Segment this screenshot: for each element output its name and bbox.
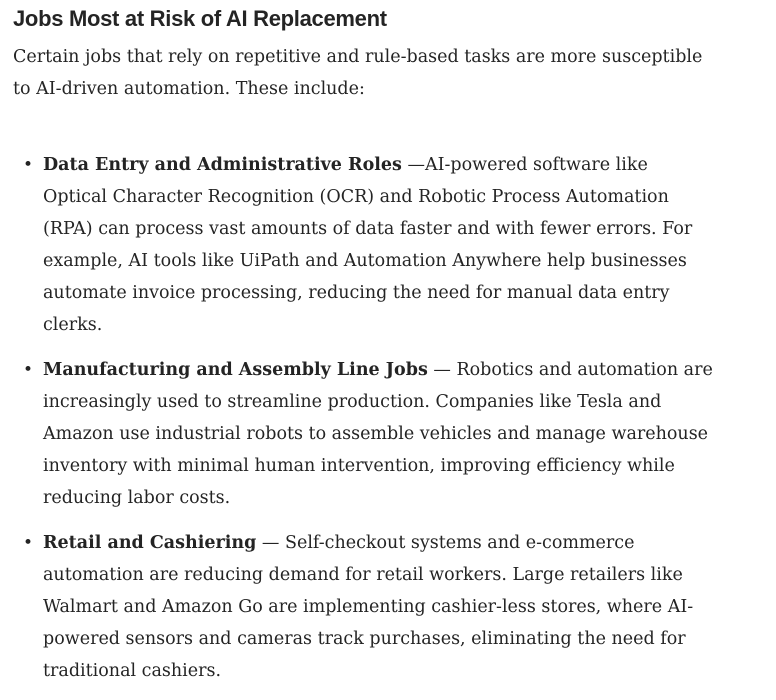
list-item-text: — Self-checkout systems and e-commerce automation are reducing demand for retail workers. Large retailers like Walmart and Amazon Go are implementing cashier-less stores, where AI-powered sensors and cameras track purchases, eliminating the need for traditional cashiers. [43,533,694,681]
list-item-title: Manufacturing and Assembly Line Jobs [43,360,428,380]
list-item [13,354,713,514]
list-item [13,527,713,687]
intro-paragraph: Certain jobs that rely on repetitive and rule-based tasks are more susceptible to AI-driven automation. These include: [13,47,703,99]
list-item-text: — Robotics and automation are increasingly used to streamline production. Companies like Tesla and Amazon use industrial robots to assemble vehicles and manage warehouse inventory with minimal human intervention, improving efficiency while reducing labor costs. [43,360,713,508]
bullet-icon: • [23,155,34,175]
bullet-icon: • [23,533,34,553]
list-item-title: Data Entry and Administrative Roles [43,155,402,175]
section-heading: Jobs Most at Risk of AI Replacement [13,6,387,31]
list-item [13,149,713,341]
article-body [13,4,713,700]
jobs-list [13,149,713,687]
bullet-icon: • [23,360,34,380]
list-item-title: Retail and Cashiering [43,533,257,553]
list-item-text: —AI-powered software like Optical Character Recognition (OCR) and Robotic Process Automation (RPA) can process vast amounts of data faster and with fewer errors. For example, AI tools like UiPath and Automation Anywhere help businesses automate invoice processing, reducing the need for manual data entry clerks. [43,155,693,335]
